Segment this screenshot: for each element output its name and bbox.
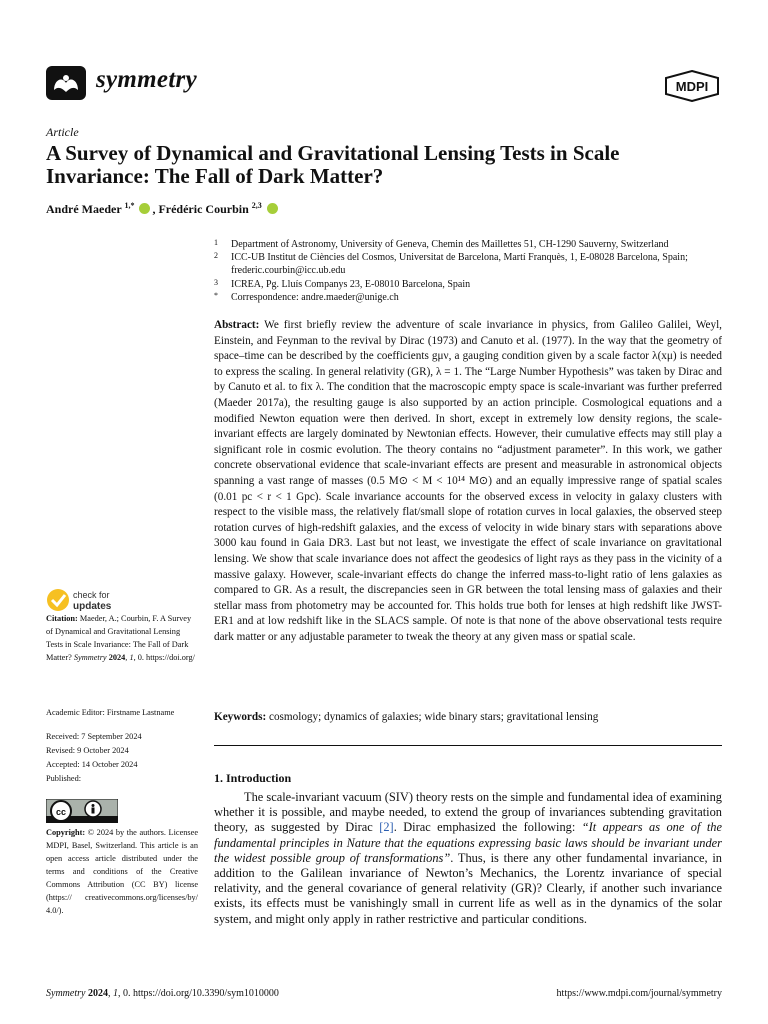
footer-citation: Symmetry 2024, 1, 0. https://doi.org/10.3390/sym1010000: [46, 988, 279, 999]
abstract: [214, 318, 722, 645]
reference-link[interactable]: [2]: [379, 820, 394, 835]
mdpi-logo: [664, 70, 720, 102]
orcid-icon[interactable]: [267, 203, 278, 214]
creative-commons-by-icon[interactable]: [46, 799, 118, 823]
mdpi-logo-text: MDPI: [675, 79, 709, 94]
svg-text:cc: cc: [55, 807, 67, 817]
date-accepted: Accepted: 14 October 2024: [46, 760, 138, 769]
check-for-updates-badge[interactable]: [46, 587, 166, 613]
orcid-icon[interactable]: [139, 203, 150, 214]
author-superscript: 1,*: [124, 201, 135, 210]
section-heading: 1. Introduction: [214, 771, 292, 785]
copyright-notice: Copyright: © 2024 by the authors. Licensee MDPI, Basel, Switzerland. This article is an open access article distributed under the terms and conditions of the Creative Commons Attribution (CC BY) license (https:// creativecommons.org/licenses/by/ 4.0/).: [46, 828, 199, 915]
author-list: André Maeder $^{1,*}$ , Frédéric Courbin $^{2,3}$: [46, 201, 280, 217]
date-revised: Revised: 9 October 2024: [46, 746, 129, 755]
author-name: Frédéric Courbin: [158, 202, 249, 216]
academic-editor: Academic Editor: Firstname Lastname: [46, 708, 175, 717]
journal-url[interactable]: https://www.mdpi.com/journal/symmetry: [556, 988, 722, 999]
symmetry-logo-icon: [46, 66, 86, 100]
journal-name: symmetry: [96, 66, 197, 93]
dirac-quote: “It appears as one of the fundamental principles in Nature that the equations expressing basic laws should be invariant under the widest possible group of transformations”: [214, 820, 723, 865]
abstract-label: Abstract:: [214, 319, 260, 331]
date-received: Received: 7 September 2024: [46, 732, 142, 741]
keywords-text: cosmology; dynamics of galaxies; wide binary stars; gravitational lensing: [269, 711, 599, 723]
article-title: A Survey of Dynamical and Gravitational Lensing Tests in Scale Invariance: The Fall of Dark Matter?: [46, 141, 620, 188]
citation-block: Citation: Maeder, A.; Courbin, F. A Survey of Dynamical and Gravitational Lensing Tests in Scale Invariance: The Fall of Dark Matter? Symmetry 2024, 1, 0. https://doi.org/: [46, 614, 195, 662]
keywords-label: Keywords:: [214, 711, 267, 723]
check-updates-text: updates: [73, 601, 112, 612]
check-updates-text: check for: [73, 590, 110, 600]
author-name: André Maeder: [46, 202, 122, 216]
divider: [214, 745, 722, 746]
abstract-text: We first briefly review the adventure of scale invariance in physics, from Galileo Galilei, Weyl, Einstein, and Feynman to the revival by Dirac (1973) and Canuto et al. (1977). In the way that the geometry of space–time can be described by the coefficients gμν, a gauging condition given by a scale factor λ(xμ) is needed to express the scaling. In general relativity (GR), λ = 1. The “Large Number Hypothesis” was taken by Dirac and by Canuto et al. to fix λ. The condition that the macroscopic empty space is scale-invariant was further preferred (Maeder 2017a), the resulting gauge is also supported by an action principle. Cosmological equations and a modified Newton equation were then derived. In short, except in extremely low density regions, the scale-invariant effects are largely dominated by Newtonian effects. However, their cumulative effects may still play a significant role in cosmic evolution. The theory contains no “adjustment parameter”. In this work, we gather concrete observational evidence that scale-invariant effects are present and measurable in astronomical objects spanning a vast range of masses (0.5 M⊙ < M < 10¹⁴ M⊙) and an equally impressive range of spatial scales (0.01 pc < r < 1 Gpc). Scale invariance accounts for the observed excess in velocity in galaxy clusters with respect to the visible mass, the relatively flat/small slope of rotation curves in local galaxies, the observed steep rotation curves of high-redshift galaxies, and the excess of velocity in wide binary stars with separations above 3000 kau found in Gaia DR3. Last but not least, we investigate the effect of scale invariance on gravitational lensing. We show that scale invariance does not affect the geodesics of light rays as they pass in the vicinity of a massive galaxy. However, scale-invariant effects do change the inferred mass-to-light ratio of lens galaxies as compared to GR. As a result, the discrepancies seen in GR between the total lensing mass of galaxies and their stellar mass from photometry may be accounted for. This holds true both for lenses at high redshift like JWST-ER1 and at low redshift like in the SLACS sample. Of note is that none of the above observational tests require dark matter or any adjustable parameter to tweak the theory at any given mass or spatial scale.: [214, 319, 722, 643]
author-superscript: 2,3: [251, 201, 262, 210]
intro-paragraph: The scale-invariant vacuum (SIV) theory rests on the simple and fundamental idea of examining whether it is possible, and maybe needed, to extend the group of invariances subtending gravitation theory, as suggested by Dirac [2]. Dirac emphasized the following: “It appears as one of the fundamental principles in Nature that the equations expressing basic laws should be invariant under the widest possible group of transformations”. Thus, is there any other fundamental invariance, in addition to the Galilean invariance of Newton’s Mechanics, the Lorentz invariance of special relativity, and the general covariance of general relativity (GR)? Clearly, if another such invariance exists, its effects must be vanishingly small in current life as well as in the dynamics of the solar system, and might only apply in rather restrictive and particular conditions.: [214, 790, 723, 926]
date-published: Published:: [46, 774, 82, 783]
keywords: [214, 711, 722, 723]
article-type: Article: [46, 125, 79, 139]
